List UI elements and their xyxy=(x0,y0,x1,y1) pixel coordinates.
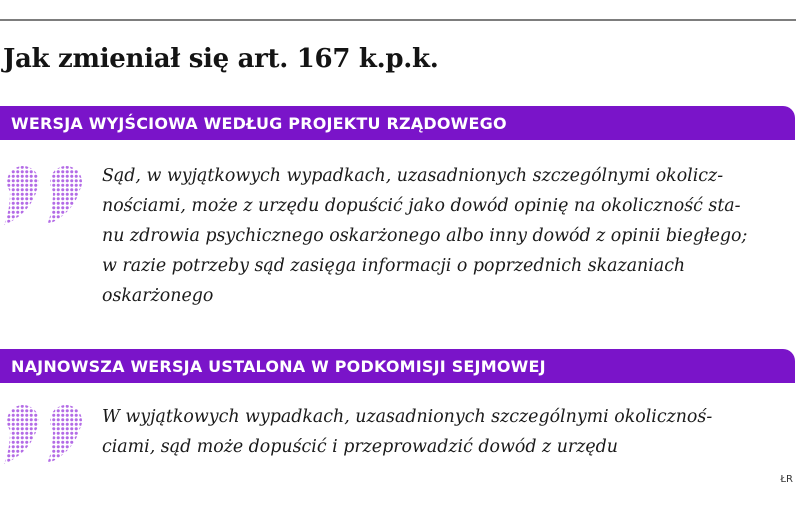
quote-line: Sąd, w wyjątkowych wypadkach, uzasadnionych szczególnymi okolicz- xyxy=(102,166,724,186)
quote-mark-icon xyxy=(2,165,92,227)
quote-text xyxy=(102,402,792,462)
quote-line: w razie potrzeby sąd zasięga informacji o poprzednich skazaniach xyxy=(102,256,686,276)
section-heading-banner xyxy=(0,106,795,140)
quote-line: nu zdrowia psychicznego oskarżonego albo inny dowód z opinii biegłego; xyxy=(102,226,748,246)
section-heading-banner xyxy=(0,349,795,383)
quote-line: ciami, sąd może dopuścić i przeprowadzić dowód z urzędu xyxy=(102,437,618,457)
quote-line: nościami, może z urzędu dopuścić jako dowód opinię na okoliczność sta- xyxy=(102,196,741,216)
quote-line: oskarżonego xyxy=(102,286,214,306)
section-heading: WERSJA WYJŚCIOWA WEDŁUG PROJEKTU RZĄDOWEGO xyxy=(11,113,507,133)
quote-mark-icon xyxy=(2,404,92,466)
author-credit: ŁR xyxy=(780,474,793,485)
page-title: Jak zmieniał się art. 167 k.p.k. xyxy=(3,44,439,74)
quote-text xyxy=(102,161,792,311)
section-heading: NAJNOWSZA WERSJA USTALONA W PODKOMISJI SEJMOWEJ xyxy=(11,356,546,376)
top-rule xyxy=(0,19,796,21)
quote-line: W wyjątkowych wypadkach, uzasadnionych szczególnymi okolicznoś- xyxy=(102,407,713,427)
